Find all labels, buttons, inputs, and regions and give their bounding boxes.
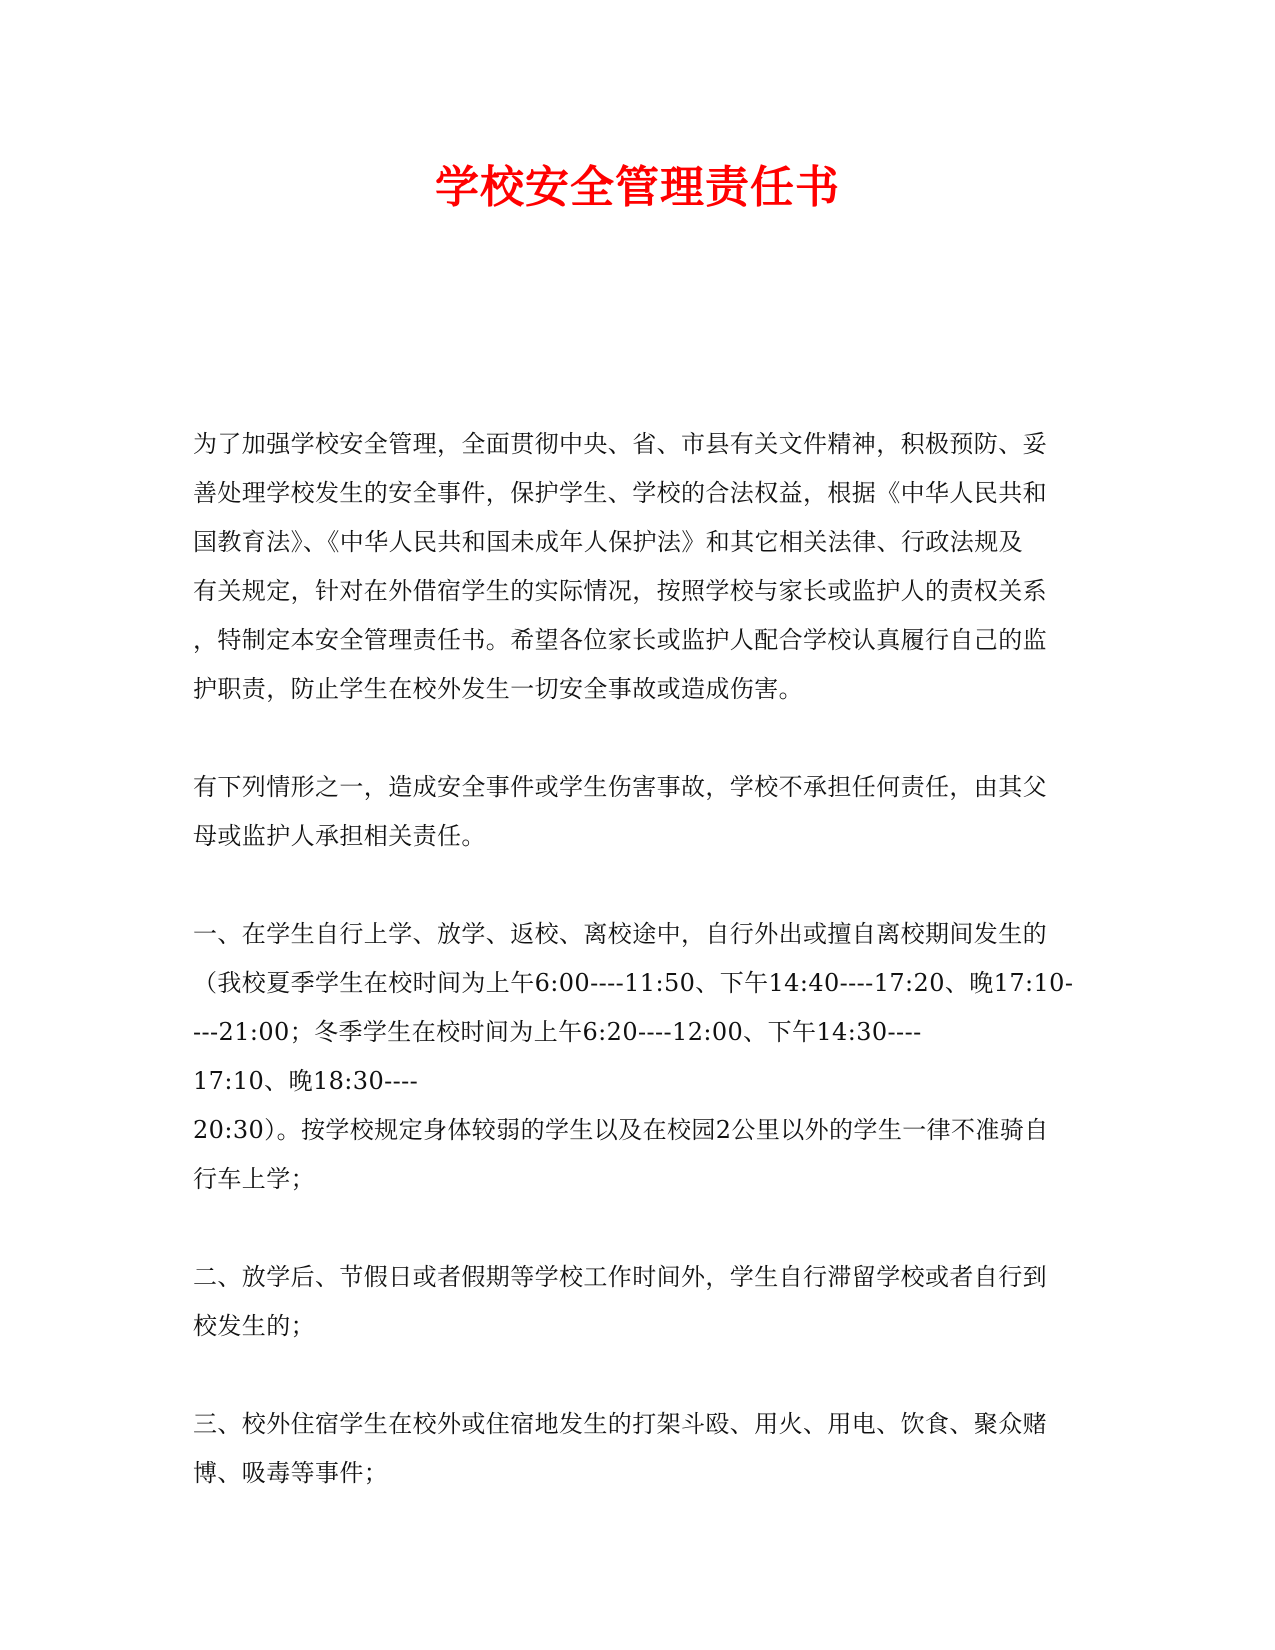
paragraph-line: 20:30）。按学校规定身体较弱的学生以及在校园2公里以外的学生一律不准骑自 [193, 1116, 1049, 1144]
paragraph-line: 善处理学校发生的安全事件，保护学生、学校的合法权益，根据《中华人民共和 [193, 479, 1047, 507]
paragraph-line: 博、吸毒等事件； [193, 1459, 389, 1487]
paragraph-conditions [193, 763, 1083, 861]
paragraph-line: 为了加强学校安全管理，全面贯彻中央、省、市县有关文件精神，积极预防、妥 [193, 430, 1047, 458]
paragraph-line: 母或监护人承担相关责任。 [193, 822, 486, 850]
paragraph-line: 二、放学后、节假日或者假期等学校工作时间外，学生自行滞留学校或者自行到 [193, 1263, 1047, 1291]
paragraph-line: 校发生的； [193, 1312, 315, 1340]
paragraph-line: ---21:00；冬季学生在校时间为上午6:20----12:00、下午14:30---- [193, 1018, 922, 1046]
paragraph-line: 有关规定，针对在外借宿学生的实际情况，按照学校与家长或监护人的责权关系 [193, 577, 1047, 605]
document-body [193, 420, 1083, 1498]
paragraph-line: 17:10、晚18:30---- [193, 1067, 419, 1095]
paragraph-item-3 [193, 1400, 1083, 1498]
paragraph-line: 护职责，防止学生在校外发生一切安全事故或造成伤害。 [193, 675, 803, 703]
paragraph-line: 行车上学； [193, 1165, 315, 1193]
paragraph-gap [193, 1204, 1083, 1253]
paragraph-line: ，特制定本安全管理责任书。希望各位家长或监护人配合学校认真履行自己的监 [193, 626, 1047, 654]
paragraph-line: （我校夏季学生在校时间为上午6:00----11:50、下午14:40----17:20、晚17:10- [193, 969, 1074, 997]
paragraph-intro [193, 420, 1083, 714]
paragraph-line: 有下列情形之一，造成安全事件或学生伤害事故，学校不承担任何责任，由其父 [193, 773, 1047, 801]
paragraph-line: 三、校外住宿学生在校外或住宿地发生的打架斗殴、用火、用电、饮食、聚众赌 [193, 1410, 1047, 1438]
paragraph-line: 一、在学生自行上学、放学、返校、离校途中，自行外出或擅自离校期间发生的 [193, 920, 1047, 948]
paragraph-gap [193, 714, 1083, 763]
paragraph-item-1 [193, 910, 1083, 1204]
paragraph-line: 国教育法》、《中华人民共和国未成年人保护法》和其它相关法律、行政法规及 [193, 528, 1023, 556]
paragraph-gap [193, 861, 1083, 910]
document-title: 学校安全管理责任书 [435, 162, 840, 213]
paragraph-gap [193, 1351, 1083, 1400]
paragraph-item-2 [193, 1253, 1083, 1351]
